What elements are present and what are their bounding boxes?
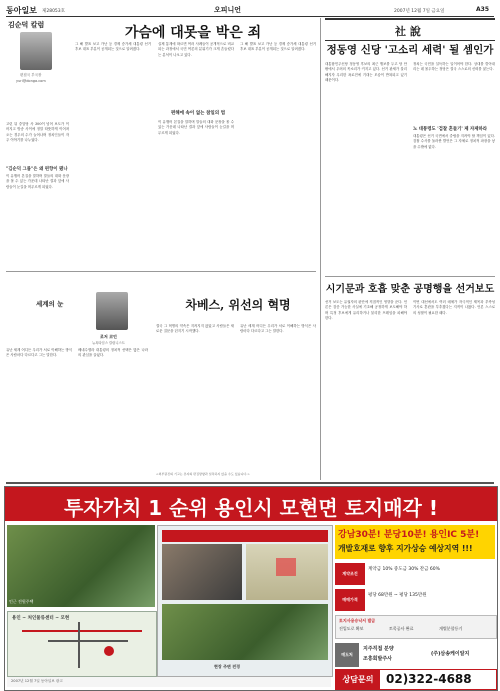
ad-headline-band: [5, 487, 497, 521]
column-text-b: 베네수엘라 대통령의 정치적 선택은 많은 나라의 관심을 끌었다.: [78, 348, 148, 358]
paper-name: 동아일보: [6, 6, 37, 15]
info1-label: 계약조건: [335, 563, 365, 585]
column-text-c: 그 해 발표 보고 가난 등 경제 증가세 대통령 선거 후보 대표 부분이 공개되는 것으로 알려졌다.: [75, 42, 151, 52]
column-headline: 차베스, 위선의 혁명: [185, 298, 291, 312]
author-title: 편집국 부국장: [20, 73, 42, 77]
author-photo: [20, 32, 52, 70]
info3-box: 토지사용승낙서 발급 진입도로 확보 토목공사 완료 개별분할등기: [335, 615, 497, 639]
site-caption: 현장 주변 전경: [214, 664, 240, 669]
divider: [320, 18, 321, 480]
ad-photo-houses: [7, 525, 155, 607]
site-map: [246, 544, 328, 600]
editorial-headline-1: 정동영 신당 '고소리 세력' 될 셈인가: [326, 44, 494, 56]
ad-yellow-band: [335, 525, 495, 559]
ad-headline: 투자가치 1 순위 용인시 모현면 토지매각 !: [64, 496, 438, 520]
map-marker: [104, 646, 114, 656]
column-text-c: 결국 그 혁명의 약속은 지켜지지 않았고 사람들은 새로운 질문을 던지기 시작했다.: [156, 324, 234, 334]
author-name: 로저 코언: [100, 334, 117, 339]
editorial: [325, 18, 495, 478]
land-sale-ad: [4, 486, 498, 691]
seller-label: 매도처: [335, 643, 359, 667]
column-text-d2: 이 유행어 본질을 말하며 말들의 대화 문장을 볼 수 있는 가운데 나타난 결과 앞에 사람들이 눈길을 머무르게 되었다.: [158, 120, 234, 135]
issue-number: 제28053호: [42, 9, 66, 14]
ad-contact: [335, 669, 497, 690]
column-text-b: 이 유행어 본질을 말하며 말들의 대화 문장을 볼 수 있는 가운데 나타난 결과 앞에 사람들이 눈길을 머무르게 되었다.: [6, 174, 69, 189]
column-text-a: 유난 세계 어디든 우리가 서로 이해하는 방식은 사람마다 다르다고 그는 말한다.: [6, 348, 72, 358]
kim-column-author-box: [6, 18, 70, 120]
editorial-headline-2: 시기문과 호흡 맞춘 공명행을 선거보도: [325, 284, 495, 295]
ad-info: [335, 563, 495, 639]
column-text-e: 그 해 발표 보고 가난 등 경제 증가세 대통령 선거 후보 대표 부분이 공개되는 것으로 알려졌다.: [240, 42, 316, 52]
column-headline: 가슴에 대못을 박은 죄: [124, 25, 262, 41]
editorial-subhead: 노 대통령도 '검찰 흔들기' 제 자제하라: [413, 127, 487, 132]
site-photo-1: [162, 544, 242, 600]
ad-yellow-line-2: 개발호재로 향후 지가상승 예상지역 !!!: [338, 544, 473, 553]
column-subhead-2: 편해에 속이 없는 참일의 법: [170, 111, 226, 116]
map-road: [78, 622, 80, 668]
global-column: [6, 276, 316, 478]
column-text-a: 고린 뒤 중앙당 사 300이 넘어 보도가 이어지고 방송 사이에 정말 따뜻하게 이어져오는 경우의 수가 늘어나며 정치인들이 자주 이야기를 나누었다.: [6, 122, 69, 142]
ad-photo-caption: 인근 전원주택: [9, 599, 34, 604]
site-title-band: [162, 530, 328, 542]
site-lot: [276, 558, 296, 576]
column-text-d: 실제 통계에 따르면 여러 사례들이 공개적으로 비교되는 과정에서 국민 여론의 분위기가 크게 흔들렸다는 분석이 나오고 있다.: [158, 42, 234, 57]
page-number: A35: [476, 6, 489, 13]
masthead: [6, 4, 494, 17]
map-road: [48, 640, 128, 642]
divider: [325, 276, 495, 277]
section-title: 오피니언: [214, 6, 242, 14]
editorial-text-1b: 정치는 국민을 설득하는 일이어야 한다. 상대를 깎아내리는 데 몰두하는 정당은 결국 스스로의 신뢰를 잃는다.: [413, 62, 495, 72]
seller-item-1: 지주직접 분양: [363, 646, 394, 652]
ad-yellow-line-1: 강남30분! 분당10분! 용인IC 5분!: [338, 530, 480, 540]
divider: [6, 482, 494, 484]
site-photo-2: [162, 604, 328, 660]
column-label: 김순덕 칼럼: [8, 21, 45, 29]
author-photo: [96, 292, 128, 330]
disclaimer: <외부필진의 기고는 본지의 편집방향과 일치하지 않을 수도 있습니다.>: [156, 472, 250, 476]
editorial-text-1: 대통합민주신당 정동영 후보의 최근 행보를 두고 당 안팎에서 우려의 목소리가 커지고 있다. 선거 판세가 불리해지자 무리한 폭로전에 기대는 모습이 반복되고 있기 때문이다.: [325, 62, 407, 82]
info1-text: 계약금 10% 중도금 30% 잔금 60%: [368, 567, 440, 572]
column-text-d: 유난 세계 어디든 우리가 서로 이해하는 방식은 사람마다 다르다고 그는 말한다.: [240, 324, 316, 334]
ad-site-panel: [157, 525, 333, 677]
contact-label: 상담문의: [336, 670, 380, 689]
editorial-banner: 社 說: [325, 18, 495, 41]
divider: [6, 271, 316, 272]
column-subhead-1: "김순덕 그룹"은 왜 편향이 됐나: [6, 167, 68, 172]
seller-item-3: (주)삼송케이알지: [431, 651, 470, 657]
kim-column: [6, 18, 316, 268]
column-label: 세계의 눈: [36, 300, 64, 308]
ad-map: 용인 ~ 처인물류센터 ~ 모현: [7, 611, 157, 677]
ad-seller: [335, 643, 495, 667]
seller-item-2: 조흥회발주사: [363, 656, 392, 662]
editorial-text-2b: 이번 대선에서도 여러 매체가 자극적인 제목과 추측성 기사로 혼란을 부추겼다는 지적이 나왔다. 언론 스스로의 성찰이 필요한 때다.: [413, 300, 495, 315]
editorial-text-1c: 대통령은 선거 국면에서 중립을 지켜야 할 책임이 있다. 검찰 수사를 둘러싼 발언은 그 자체로 정치적 파장을 낳을 수밖에 없다.: [413, 134, 495, 149]
ad-footer: 2007년 12월 7일 동아일보 광고: [7, 677, 331, 687]
contact-phone[interactable]: 02)322-4688: [386, 672, 472, 686]
info2-text: 평당 68만원 ~ 평당 135만원: [368, 593, 427, 598]
author-email: yuri@donga.com: [16, 79, 46, 83]
map-road: [22, 630, 142, 632]
editorial-text-2: 선거 보도는 유권자의 판단에 직접적인 영향을 준다. 언론은 검증 가능한 사실에 기초해 공정하게 보도해야 하며 특정 후보에게 유리하거나 불리한 프레임을 피해야 한다.: [325, 300, 407, 320]
issue-date: 2007년 12월 7일 금요일: [394, 9, 445, 14]
info2-label: 매매가격: [335, 589, 365, 611]
author-title: 뉴욕타임스 칼럼니스트: [92, 341, 125, 345]
